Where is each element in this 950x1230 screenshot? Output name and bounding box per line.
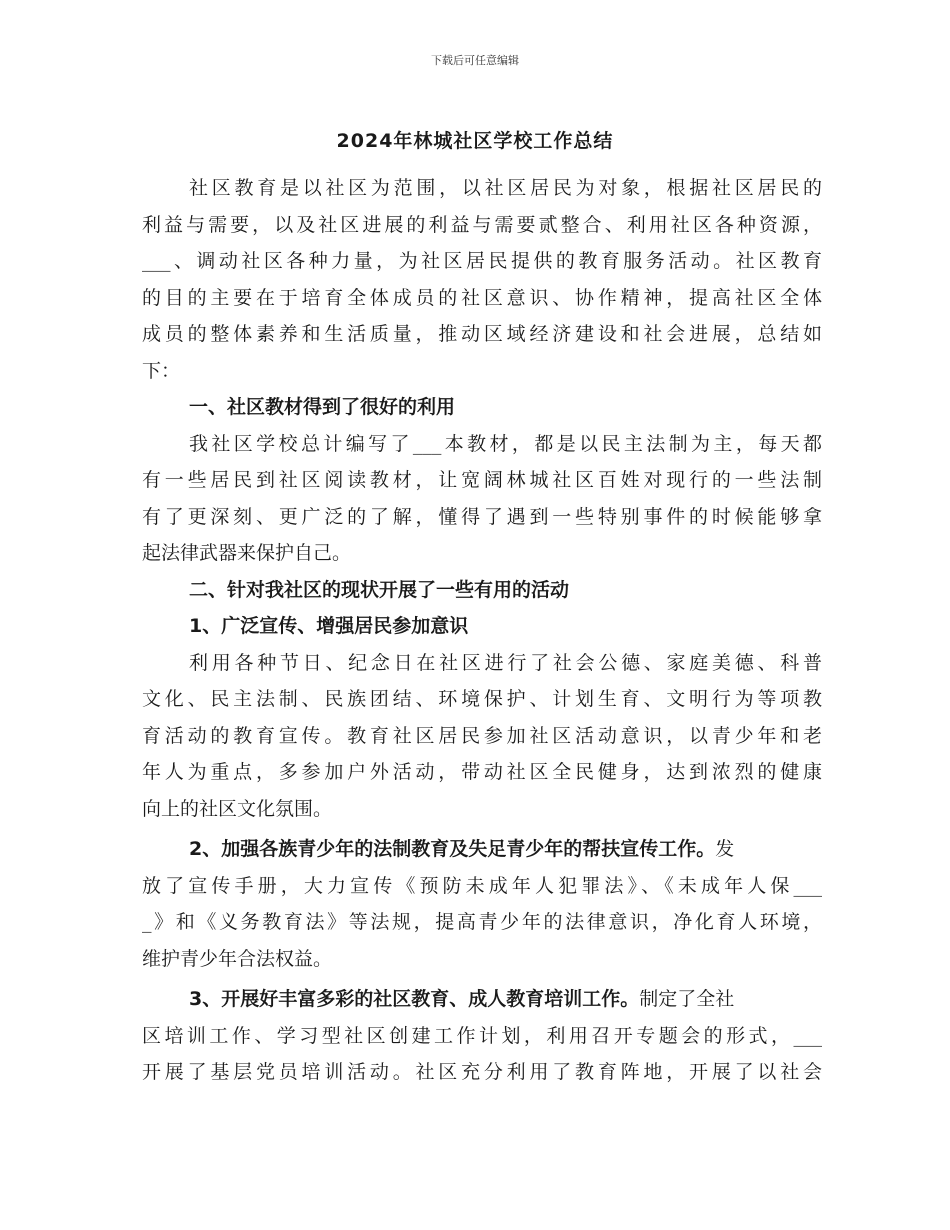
text-line: 有了更深刻、更广泛的了解，懂得了遇到一些特别事件的时候能够拿: [142, 505, 822, 528]
subsection-heading-1: 1、广泛宣传、增强居民参加意识: [189, 615, 469, 637]
text-line: ___、调动社区各种力量，为社区居民提供的教育服务活动。社区教育: [142, 250, 822, 272]
text-line: [142, 981, 822, 1018]
header-note: 下载后可任意编辑: [431, 54, 519, 67]
document-title: 2024年林城社区学校工作总结: [336, 130, 614, 152]
subsection-3-paragraph: [142, 981, 822, 1091]
section-heading-1: 一、社区教材得到了很好的利用: [189, 396, 456, 418]
text-line: 成员的整体素养和生活质量，推动区域经济建设和社会进展，总结如: [142, 323, 822, 345]
text-line: 社区教育是以社区为范围，以社区居民为对象，根据社区居民的: [189, 177, 822, 199]
text-line: [142, 831, 822, 868]
text-run: 发: [715, 838, 735, 860]
text-line: 年人为重点，多参加户外活动，带动社区全民健身，达到浓烈的健康: [142, 761, 822, 783]
subsection-1-paragraph: [142, 645, 822, 828]
text-line: 开展了基层党员培训活动。社区充分利用了教育阵地，开展了以社会: [142, 1061, 822, 1083]
text-line: 下：: [142, 359, 181, 382]
text-line: 利用各种节日、纪念日在社区进行了社会公德、家庭美德、科普: [189, 651, 822, 674]
text-line: 育活动的教育宣传。教育社区居民参加社区活动意识，以青少年和老: [142, 724, 822, 747]
text-line: _》和《义务教育法》等法规，提高青少年的法律意识，净化育人环境，: [142, 911, 822, 933]
text-line: 我社区学校总计编写了___本教材，都是以民主法制为主，每天都: [189, 432, 822, 455]
text-line: 文化、民主法制、民族团结、环境保护、计划生育、文明行为等项教: [142, 688, 822, 710]
intro-paragraph: [142, 170, 822, 389]
text-line: 利益与需要，以及社区进展的利益与需要贰整合、利用社区各种资源，: [142, 213, 822, 236]
text-line: 向上的社区文化氛围。: [142, 797, 333, 820]
section-1-paragraph: [142, 426, 822, 572]
text-line: 起法律武器来保护自己。: [142, 542, 352, 564]
subsection-heading-3: 3、开展好丰富多彩的社区教育、成人教育培训工作。: [189, 988, 640, 1010]
text-line: 有一些居民到社区阅读教材，让宽阔林城社区百姓对现行的一些法制: [142, 469, 822, 491]
text-line: 区培训工作、学习型社区创建工作计划，利用召开专题会的形式，___: [142, 1024, 822, 1047]
subsection-2-paragraph: [142, 831, 822, 977]
document-body: [142, 170, 822, 1091]
text-line: 的目的主要在于培育全体成员的社区意识、协作精神，提高社区全体: [142, 286, 822, 309]
section-heading-2: 二、针对我社区的现状开展了一些有用的活动: [189, 578, 570, 601]
subsection-heading-2: 2、加强各族青少年的法制教育及失足青少年的帮扶宣传工作。: [189, 838, 716, 860]
text-line: 维护青少年合法权益。: [142, 947, 333, 970]
text-line: 放了宣传手册，大力宣传《预防未成年人犯罪法》、《未成年人保___: [142, 874, 822, 897]
text-run: 制定了全社: [639, 988, 735, 1010]
